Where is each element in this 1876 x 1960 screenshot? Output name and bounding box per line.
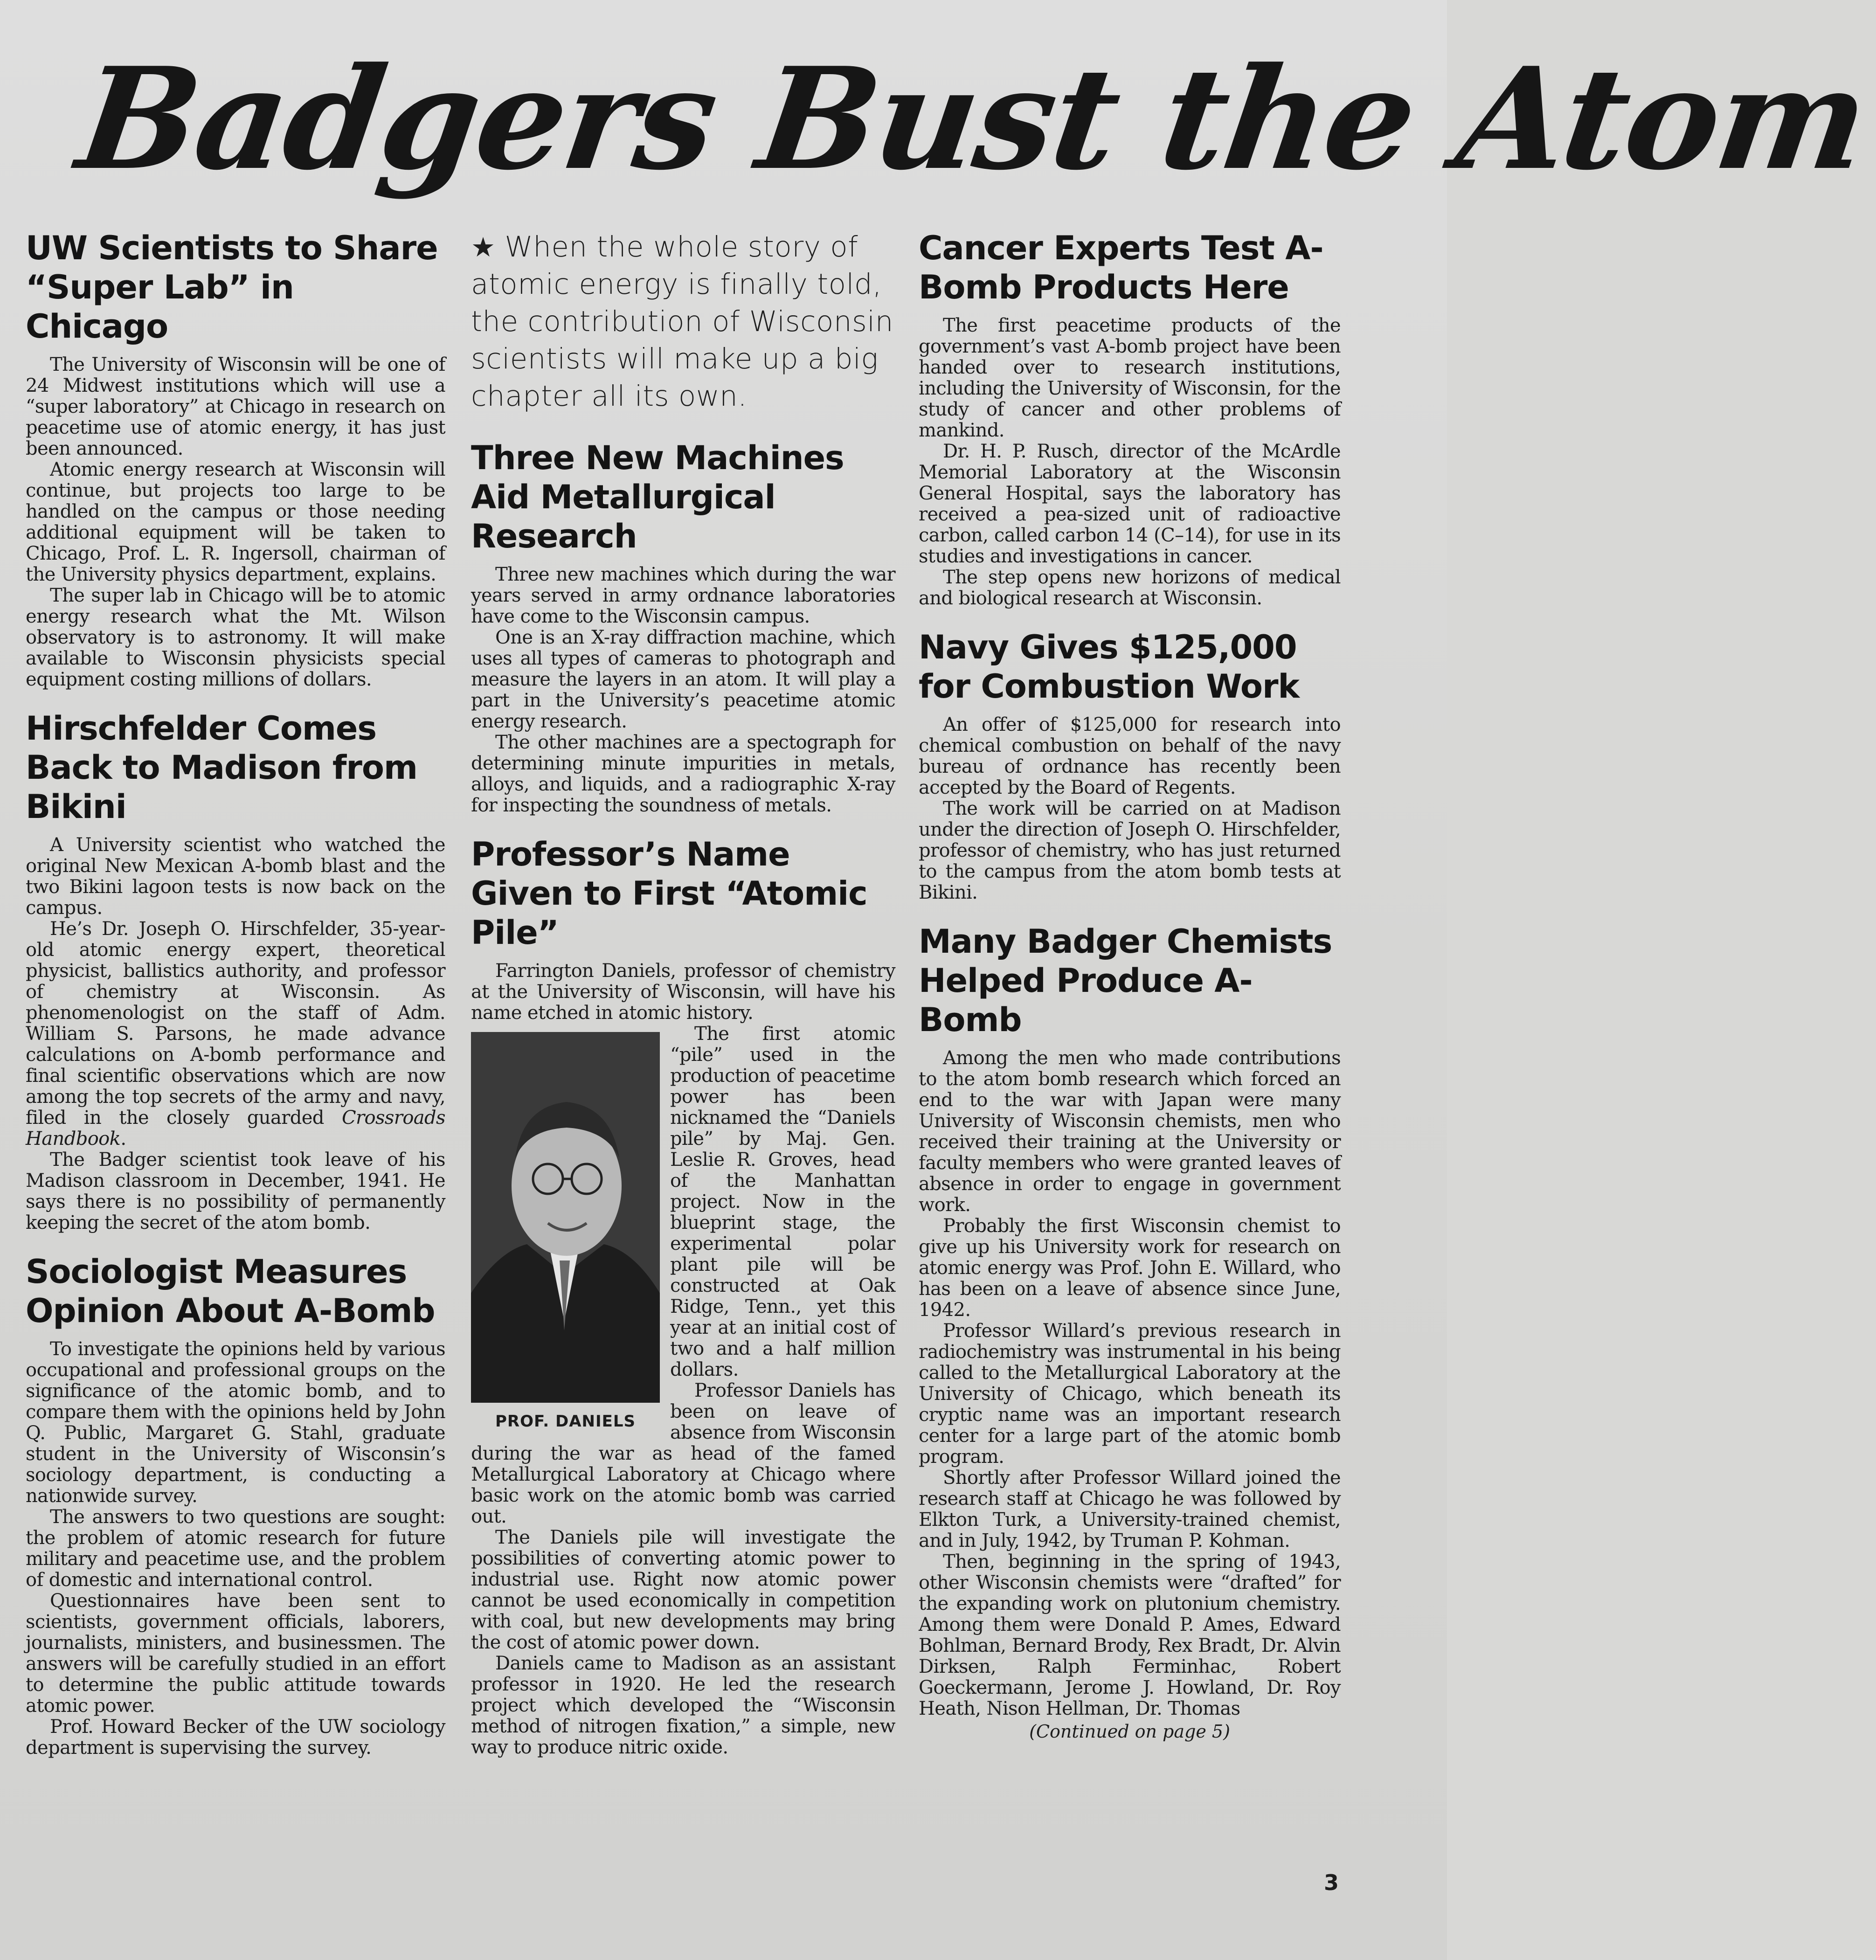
page-number: 3 xyxy=(1323,1870,1339,1895)
paragraph: Three new machines which during the war years served in army ordnance laboratories have come to the Wisconsin campus. xyxy=(471,564,895,627)
pull-quote-text: When the whole story of atomic energy is finally told, the contribution of Wisconsin scientists will make up a big chapter all its own. xyxy=(471,230,893,413)
paragraph: An offer of $125,000 for research into chemical combustion on behalf of the navy bureau of ordnance has recently been accepted by the Board of Regents. xyxy=(919,714,1341,798)
article-heading: UW Scientists to Share “Super Lab” in Chicago xyxy=(26,229,438,346)
paragraph: To investigate the opinions held by various occupational and professional groups on the significance of the atomic bomb, and to compare them with the opinions held by John Q. Public, Margaret G. Stahl, graduate student in the University of Wisconsin’s sociology department, is conducting a nationwide survey. xyxy=(26,1338,445,1507)
continued-note: (Continued on page 5) xyxy=(1029,1721,1230,1742)
paragraph: The work will be carried on at Madison under the direction of Joseph O. Hirschfelder, professor of chemistry, who has just returned to the campus from the atom bomb tests at Bikini. xyxy=(919,798,1341,903)
paragraph: The other machines are a spectograph for determining minute impurities in metals, alloys, and liquids, and a radiographic X-ray for inspecting the soundness of metals. xyxy=(471,732,895,816)
paragraph: Among the men who made contributions to the atom bomb research which forced an end to the war with Japan were many University of Wisconsin chemists, men who received their training at the University or faculty members who were granted leaves of absence in order to engage in government work. xyxy=(919,1047,1341,1216)
paragraph: The first peacetime products of the government’s vast A-bomb project have been handed over to research institutions, including the University of Wisconsin, for the study of cancer and other problems of mankind. xyxy=(919,315,1341,441)
paragraph: Daniels came to Madison as an assistant professor in 1920. He led the research project which developed the “Wisconsin method of nitrogen fixation,” a simple, new way to produce nitric oxide. xyxy=(471,1653,895,1758)
paragraph: Farrington Daniels, professor of chemistry at the University of Wisconsin, will have his name etched in atomic history. xyxy=(471,960,895,1024)
masthead-title: Badgers Bust the Atom xyxy=(69,36,1876,201)
portrait-illustration xyxy=(471,1032,660,1403)
article-navy-grant xyxy=(919,628,1341,903)
article-badger-chemists xyxy=(919,922,1341,1742)
paragraph: The Badger scientist took leave of his Madison classroom in December, 1941. He says there is no possibility of permanently keeping the secret of the atom bomb. xyxy=(26,1149,445,1233)
paragraph: Prof. Howard Becker of the UW sociology department is supervising the survey. xyxy=(26,1716,445,1759)
book-title: Crossroads Handbook xyxy=(26,1107,445,1150)
column-right xyxy=(919,229,1341,1760)
paragraph: The answers to two questions are sought: the problem of atomic research for future military and peacetime use, and the problem of domestic and international control. xyxy=(26,1506,445,1591)
article-cancer-experts xyxy=(919,229,1341,609)
portrait-figure xyxy=(471,1032,660,1432)
paragraph-text: He’s Dr. Joseph O. Hirschfelder, 35-year-old atomic energy expert, theoretical physicist, ballistics authority, and professor of chemistry at Wisconsin. As phenomenologist on the staff of Adm. William S. Parsons, he made advance calculations on A-bomb performance and final scientific observations which are now among the top secrets of the army and navy, filed in the closely guarded xyxy=(26,918,445,1129)
paragraph: The step opens new horizons of medical and biological research at Wisconsin. xyxy=(919,567,1341,609)
paragraph: The Daniels pile will investigate the possibilities of converting atomic power to industrial use. Right now atomic power cannot be used economically in competition with coal, but new developments may bring the cost of atomic power down. xyxy=(471,1527,895,1653)
article-heading: Many Badger Chemists Helped Produce A-Bomb xyxy=(919,922,1332,1039)
article-heading: Three New Machines Aid Metallurgical Research xyxy=(471,439,844,555)
article-heading: Navy Gives $125,000 for Combustion Work xyxy=(919,628,1300,706)
pull-quote xyxy=(471,229,895,415)
column-middle xyxy=(471,229,895,1777)
article-super-lab xyxy=(26,229,445,690)
article-daniels-pile xyxy=(471,835,895,1758)
paragraph: The super lab in Chicago will be to atomic energy research what the Mt. Wilson observatory is to astronomy. It will make available to Wisconsin physicists special equipment costing millions of dollars. xyxy=(26,585,445,690)
portrait-photo xyxy=(471,1032,660,1403)
paragraph: Professor Daniels has been on leave of absence from Wisconsin during the war as head of the famed Metallurgical Laboratory at Chicago where basic work on the atomic bomb was carried out. xyxy=(471,1380,895,1527)
article-new-machines xyxy=(471,438,895,816)
paragraph: Shortly after Professor Willard joined the research staff at Chicago he was followed by Elkton Turk, a University-trained chemist, and in July, 1942, by Truman P. Kohman. xyxy=(919,1467,1341,1551)
column-left xyxy=(26,229,445,1777)
paragraph: The first atomic “pile” used in the production of peacetime power has been nicknamed the “Daniels pile” by Maj. Gen. Leslie R. Groves, head of the Manhattan project. Now in the blueprint stage, the experimental polar plant pile will be constructed at Oak Ridge, Tenn., yet this year at an initial cost of two and a half million dollars. xyxy=(670,1023,895,1380)
article-heading: Cancer Experts Test A-Bomb Products Here xyxy=(919,229,1323,306)
paragraph: Questionnaires have been sent to scientists, government officials, laborers, journalists, ministers, and businessmen. The answers will be carefully studied in an effort to determine the public attitude towards atomic power. xyxy=(26,1590,445,1717)
article-hirschfelder xyxy=(26,709,445,1233)
article-heading: Hirschfelder Comes Back to Madison from Bikini xyxy=(26,709,417,826)
paragraph: Then, beginning in the spring of 1943, other Wisconsin chemists were “drafted” for the expanding work on plutonium chemistry. Among them were Donald P. Ames, Edward Bohlman, Bernard Brody, Rex Bradt, Dr. Alvin Dirksen, Ralph Ferminhac, Robert Goeckermann, Jerome J. Howland, Dr. Roy Heath, Nison Hellman, Dr. Thomas xyxy=(919,1551,1341,1719)
paragraph xyxy=(26,919,445,1150)
paragraph: Dr. H. P. Rusch, director of the McArdle Memorial Laboratory at the Wisconsin General Hospital, says the laboratory has received a pea-sized unit of radioactive carbon, called carbon 14 (C–14), for use in its studies and investigations in cancer. xyxy=(919,441,1341,567)
paragraph: A University scientist who watched the original New Mexican A-bomb blast and the two Bikini lagoon tests is now back on the campus. xyxy=(26,834,445,919)
article-heading: Sociologist Measures Opinion About A-Bomb xyxy=(26,1253,435,1330)
paragraph-end: . xyxy=(120,1128,126,1150)
paragraph: Atomic energy research at Wisconsin will continue, but projects too large to be handled on the campus or those needing additional equipment will be taken to Chicago, Prof. L. R. Ingersoll, chairman of the University physics department, explains. xyxy=(26,459,445,585)
photo-caption: PROF. DANIELS xyxy=(495,1412,636,1431)
star-icon: ★ xyxy=(471,231,496,263)
paragraph: One is an X-ray diffraction machine, which uses all types of cameras to photograph and measure the layers in an atom. It will play a part in the University’s peacetime atomic energy research. xyxy=(471,627,895,732)
paragraph: Professor Willard’s previous research in radiochemistry was instrumental in his being called to the Metallurgical Laboratory at the University of Chicago, which beneath its cryptic name was an important research center for a large part of the atomic bomb program. xyxy=(919,1320,1341,1468)
paragraph: The University of Wisconsin will be one of 24 Midwest institutions which will use a “super laboratory” at Chicago in research on peacetime use of atomic energy, it has just been announced. xyxy=(26,354,445,459)
paragraph: Probably the first Wisconsin chemist to give up his University work for research on atomic energy was Prof. John E. Willard, who has been on a leave of absence since June, 1942. xyxy=(919,1215,1341,1321)
article-sociologist xyxy=(26,1252,445,1759)
article-heading: Professor’s Name Given to First “Atomic Pile” xyxy=(471,835,867,952)
